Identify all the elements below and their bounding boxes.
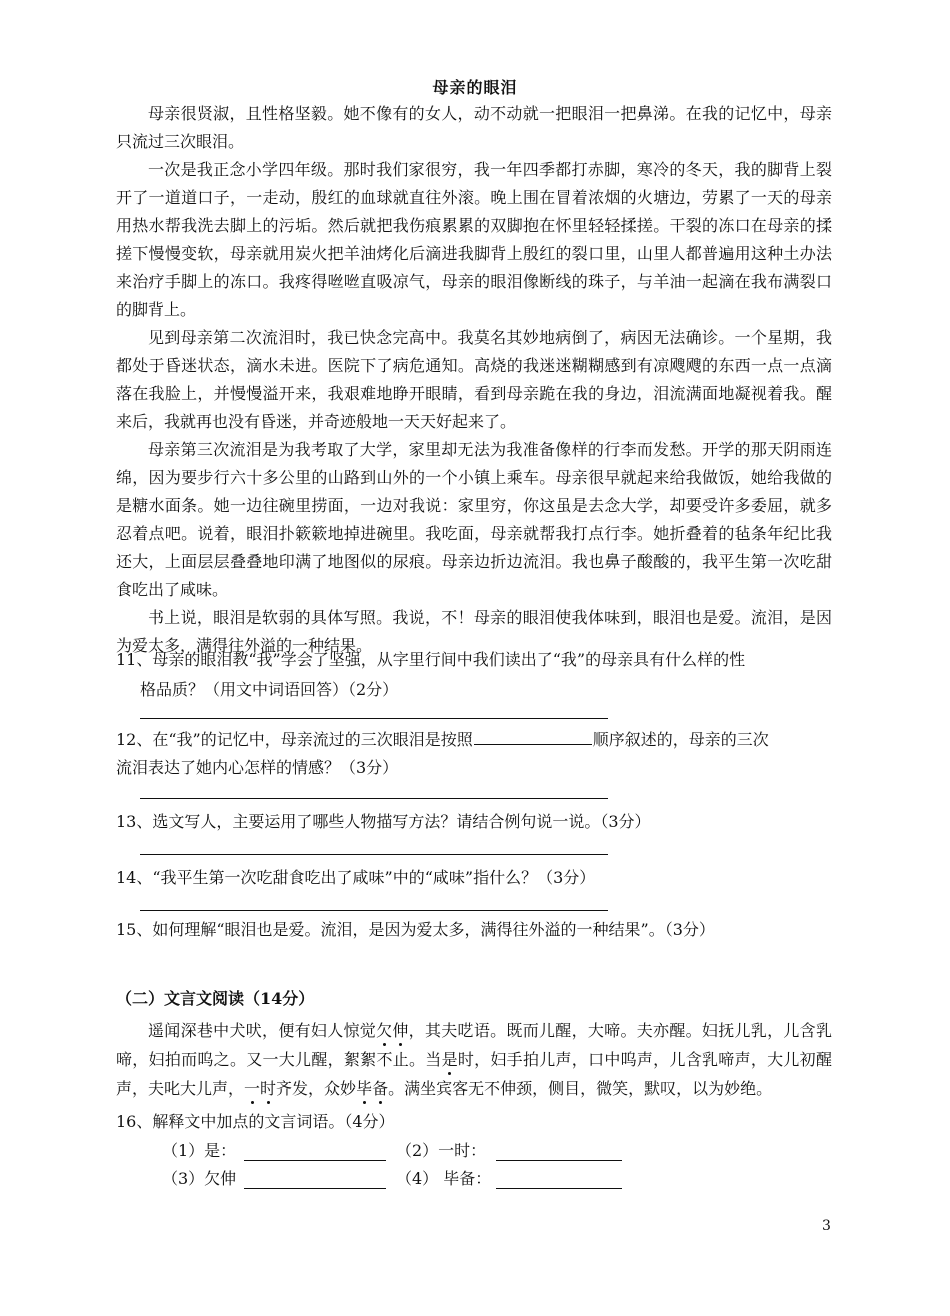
gloss-label-2: （2）一时： bbox=[396, 1141, 487, 1160]
gloss-label-3: （3）欠伸 bbox=[162, 1169, 237, 1188]
answer-line-12[interactable] bbox=[140, 798, 608, 799]
page-number: 3 bbox=[822, 1218, 831, 1234]
answer-blank-12[interactable] bbox=[474, 728, 592, 745]
paragraph-1: 母亲很贤淑，且性格坚毅。她不像有的女人，动不动就一把眼泪一把鼻涕。在我的记忆中，母亲只流过三次眼泪。 bbox=[116, 104, 832, 151]
question-13: 13、选文写人，主要运用了哪些人物描写方法？请结合例句说一说。（3分） bbox=[116, 812, 651, 831]
question-16: 16、解释文中加点的文言词语。（4分） bbox=[116, 1112, 395, 1131]
gloss-blank-4[interactable] bbox=[496, 1188, 622, 1189]
dotted-char: 备 bbox=[372, 1079, 389, 1098]
question-12-cont: 流泪表达了她内心怎样的情感？（3分） bbox=[116, 758, 399, 777]
question-11-cont: 格品质？（用文中词语回答）（2分） bbox=[140, 680, 399, 699]
question-11: 11、母亲的眼泪教“我”学会了坚强，从字里行间中我们读出了“我”的母亲具有什么样的性 bbox=[116, 650, 746, 669]
dotted-char: 伸 bbox=[392, 1021, 409, 1040]
gloss-blank-3[interactable] bbox=[244, 1188, 386, 1189]
question-12-text-a: 12、在“我”的记忆中，母亲流过的三次眼泪是按照 bbox=[116, 730, 473, 749]
question-12 bbox=[116, 726, 769, 754]
gloss-label-4: （4） 毕备： bbox=[396, 1169, 492, 1188]
answer-line-13[interactable] bbox=[140, 854, 608, 855]
dotted-char: 欠 bbox=[376, 1021, 393, 1040]
dotted-char: 是 bbox=[441, 1050, 458, 1069]
gloss-blank-1[interactable] bbox=[244, 1160, 386, 1161]
question-15: 15、如何理解“眼泪也是爱。流泪，是因为爱太多，满得往外溢的一种结果”。（3分） bbox=[116, 920, 715, 939]
paragraph-3: 见到母亲第二次流泪时，我已快念完高中。我莫名其妙地病倒了，病因无法确诊。一个星期，我都处于昏迷状态，滴水未进。医院下了病危通知。高烧的我迷迷糊糊感到有凉飕飕的东西一点一点滴落在我脸上，并慢慢溢开来，我艰难地睁开眼睛，看到母亲跪在我的身边，泪流满面地凝视着我。醒来后，我就再也没有昏迷，并奇迹般地一天天好起来了。 bbox=[116, 328, 832, 431]
section-heading: （二）文言文阅读（14分） bbox=[116, 989, 315, 1008]
paragraph-5: 书上说，眼泪是软弱的具体写照。我说，不！母亲的眼泪使我体味到，眼泪也是爱。流泪，是因为爱太多，满得往外溢的一种结果。 bbox=[116, 608, 832, 655]
paragraph-2: 一次是我正念小学四年级。那时我们家很穷，我一年四季都打赤脚，寒冷的冬天，我的脚背上裂开了一道道口子，一走动，殷红的血球就直往外滚。晚上围在冒着浓烟的火塘边，劳累了一天的母亲用热水帮我洗去脚上的污垢。然后就把我伤痕累累的双脚抱在怀里轻轻揉搓。干裂的冻口在母亲的揉搓下慢慢变软，母亲就用炭火把羊油烤化后滴进我脚背上殷红的裂口里，山里人都普遍用这种土办法来治疗手脚上的冻口。我疼得咝咝直吸凉气，母亲的眼泪像断线的珠子，与羊油一起滴在我布满裂口的脚背上。 bbox=[116, 160, 832, 319]
question-12-text-b: 顺序叙述的，母亲的三次 bbox=[592, 730, 769, 749]
classical-passage: 遥闻深巷中犬吠，便有妇人惊觉欠伸，其夫呓语。既而儿醒，大啼。夫亦醒。妇抚儿乳，儿含乳啼，妇拍而呜之。又一大儿醒，絮絮不止。当是时，妇手拍儿声，口中呜声，儿含乳啼声，大儿初醒声，夫叱大儿声，一时齐发，众妙毕备。满坐宾客无不伸颈，侧目，微笑，默叹，以为妙绝。 bbox=[116, 1021, 832, 1098]
dotted-char: 毕 bbox=[356, 1079, 373, 1098]
answer-line-14[interactable] bbox=[140, 910, 608, 911]
answer-line-11[interactable] bbox=[140, 718, 608, 719]
passage-title: 母亲的眼泪 bbox=[432, 78, 518, 97]
dotted-char: 一 bbox=[244, 1079, 261, 1098]
paragraph-4: 母亲第三次流泪是为我考取了大学，家里却无法为我准备像样的行李而发愁。开学的那天阴雨连绵，因为要步行六十多公里的山路到山外的一个小镇上乘车。母亲很早就起来给我做饭，她给我做的是糖水面条。她一边往碗里捞面，一边对我说：家里穷，你这虽是去念大学，却要受许多委屈，就多忍着点吧。说着，眼泪扑簌簌地掉进碗里。我吃面，母亲就帮我打点行李。她折叠着的毡条年纪比我还大，上面层层叠叠地印满了地图似的尿痕。母亲边折边流泪。我也鼻子酸酸的，我平生第一次吃甜食吃出了咸味。 bbox=[116, 440, 832, 599]
question-14: 14、“我平生第一次吃甜食吃出了咸味”中的“咸味”指什么？（3分） bbox=[116, 868, 596, 887]
dotted-char: 时 bbox=[260, 1079, 277, 1098]
gloss-blank-2[interactable] bbox=[496, 1160, 622, 1161]
gloss-label-1: （1）是： bbox=[162, 1141, 237, 1160]
